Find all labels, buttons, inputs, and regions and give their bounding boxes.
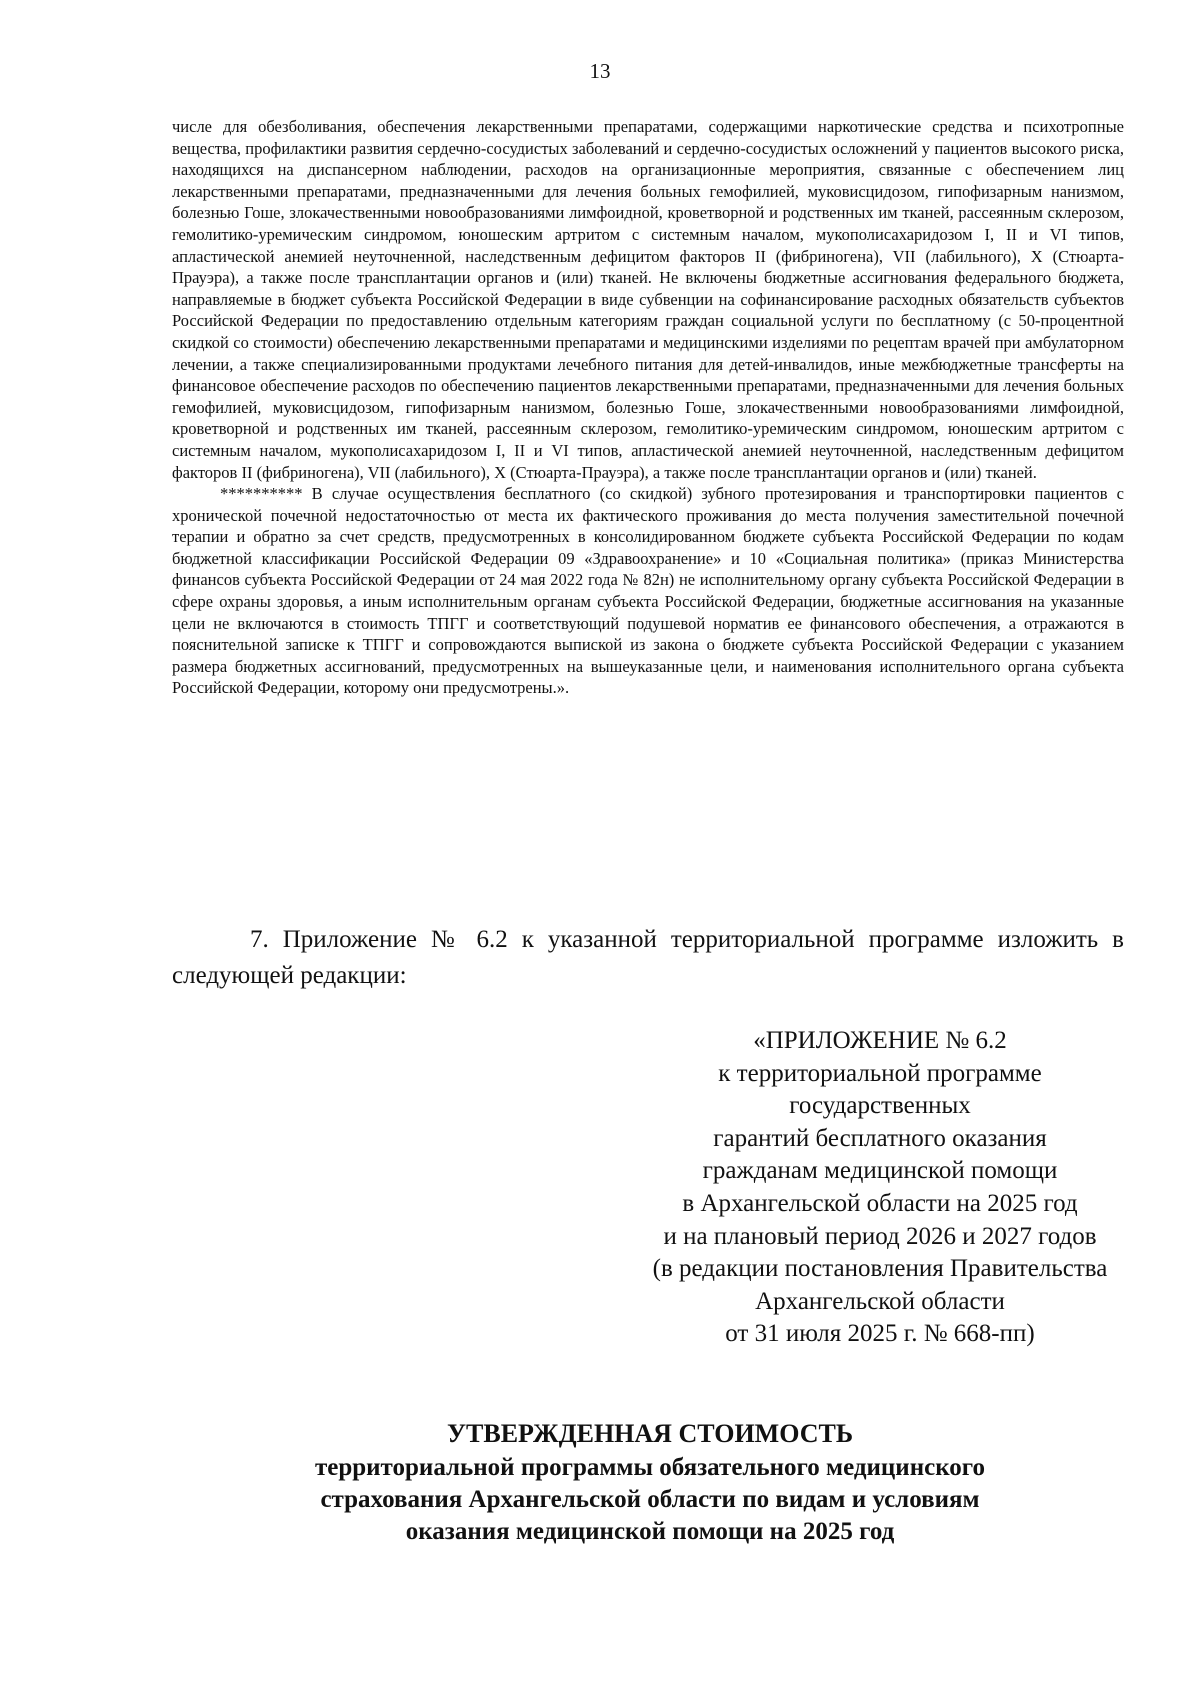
appendix-line: от 31 июля 2025 г. № 668-пп) xyxy=(725,1320,1035,1348)
appendix-line: и на плановый период 2026 и 2027 годов xyxy=(663,1222,1097,1250)
appendix-line: к территориальной программе xyxy=(718,1059,1042,1087)
appendix-line: гражданам медицинской помощи xyxy=(702,1157,1058,1185)
footnotes-block xyxy=(172,116,1124,699)
document-title xyxy=(0,1418,1200,1548)
appendix-line: «ПРИЛОЖЕНИЕ № 6.2 xyxy=(753,1027,1007,1054)
appendix-line: Архангельской области xyxy=(755,1287,1005,1315)
title-line: оказания медицинской помощи на 2025 год xyxy=(405,1518,895,1545)
appendix-heading xyxy=(600,1025,1160,1351)
page-number: 13 xyxy=(589,59,611,83)
appendix-line: в Архангельской области на 2025 год xyxy=(682,1189,1078,1217)
title-line: страхования Архангельской области по видам и условиям xyxy=(320,1486,980,1513)
title-main: УТВЕРЖДЕННАЯ СТОИМОСТЬ xyxy=(446,1419,854,1448)
appendix-line: (в редакции постановления Правительства xyxy=(652,1255,1108,1283)
footnote-10: ********** В случае осуществления бесплатного (со скидкой) зубного протезирования и транспортировки пациентов с хронической почечной недостаточностью от места их фактического проживания до места получения заместительной почечной терапии и обратно за счет средств, предусмотренных в консолидированном бюджете субъекта Российской Федерации по кодам бюджетной классификации Российской Федерации 09 «Здравоохранение» и 10 «Социальная политика» (приказ Министерства финансов субъекта Российской Федерации от 24 мая 2022 года № 82н) не исполнительному органу субъекта Российской Федерации в сфере охраны здоровья, а иным исполнительным органам субъекта Российской Федерации, бюджетные ассигнования на указанные цели не включаются в стоимость ТПГГ и соответствующий подушевой норматив ее финансового обеспечения, а отражаются в пояснительной записке к ТПГГ и сопровождаются выпиской из закона о бюджете субъекта Российской Федерации с указанием размера бюджетных ассигнований, предусмотренных на вышеуказанные цели, и наименования исполнительного органа субъекта Российской Федерации, которому они предусмотрены.». xyxy=(172,484,1124,698)
footnote-continuation: числе для обезболивания, обеспечения лекарственными препаратами, содержащими наркотические средства и психотропные вещества, профилактики развития сердечно-сосудистых заболеваний и сердечно-сосудистых осложнений у пациентов высокого риска, находящихся на диспансерном наблюдении, расходов на организационные мероприятия, связанные с обеспечением лиц лекарственными препаратами, предназначенными для лечения больных гемофилией, муковисцидозом, гипофизарным нанизмом, болезнью Гоше, злокачественными новообразованиями лимфоидной, кроветворной и родственных им тканей, рассеянным склерозом, гемолитико-уремическим синдромом, юношеским артритом с системным началом, мукополисахаридозом I, II и VI типов, апластической анемией неуточненной, наследственным дефицитом факторов II (фибриногена), VII (лабильного), X (Стюарта-Прауэра), а также после трансплантации органов и (или) тканей. Не включены бюджетные ассигнования федерального бюджета, направляемые в бюджет субъекта Российской Федерации в виде субвенции на софинансирование расходных обязательств субъектов Российской Федерации по предоставлению отдельным категориям граждан социальной услуги по бесплатному (с 50-процентной скидкой со стоимости) обеспечению лекарственными препаратами и медицинскими изделиями по рецептам врачей при амбулаторном лечении, а также специализированными продуктами лечебного питания для детей-инвалидов, иные межбюджетные трансферты на финансовое обеспечение расходов по обеспечению пациентов лекарственными препаратами, предназначенными для лечения больных гемофилией, муковисцидозом, гипофизарным нанизмом, болезнью Гоше, злокачественными новообразованиями лимфоидной, кроветворной и родственных им тканей, рассеянным склерозом, гемолитико-уремическим синдромом, юношеским артритом с системным началом, мукополисахаридозом I, II и VI типов, апластической анемией неуточненной, наследственным дефицитом факторов II (фибриногена), VII (лабильного), X (Стюарта-Прауэра), а также после трансплантации органов и (или) тканей. xyxy=(172,117,1124,482)
item-7-paragraph: 7. Приложение № 6.2 к указанной территориальной программе изложить в следующей редакции: xyxy=(172,926,1124,989)
appendix-line: гарантий бесплатного оказания xyxy=(713,1124,1047,1152)
appendix-line: государственных xyxy=(789,1092,971,1120)
title-line: территориальной программы обязательного медицинского xyxy=(314,1454,986,1481)
